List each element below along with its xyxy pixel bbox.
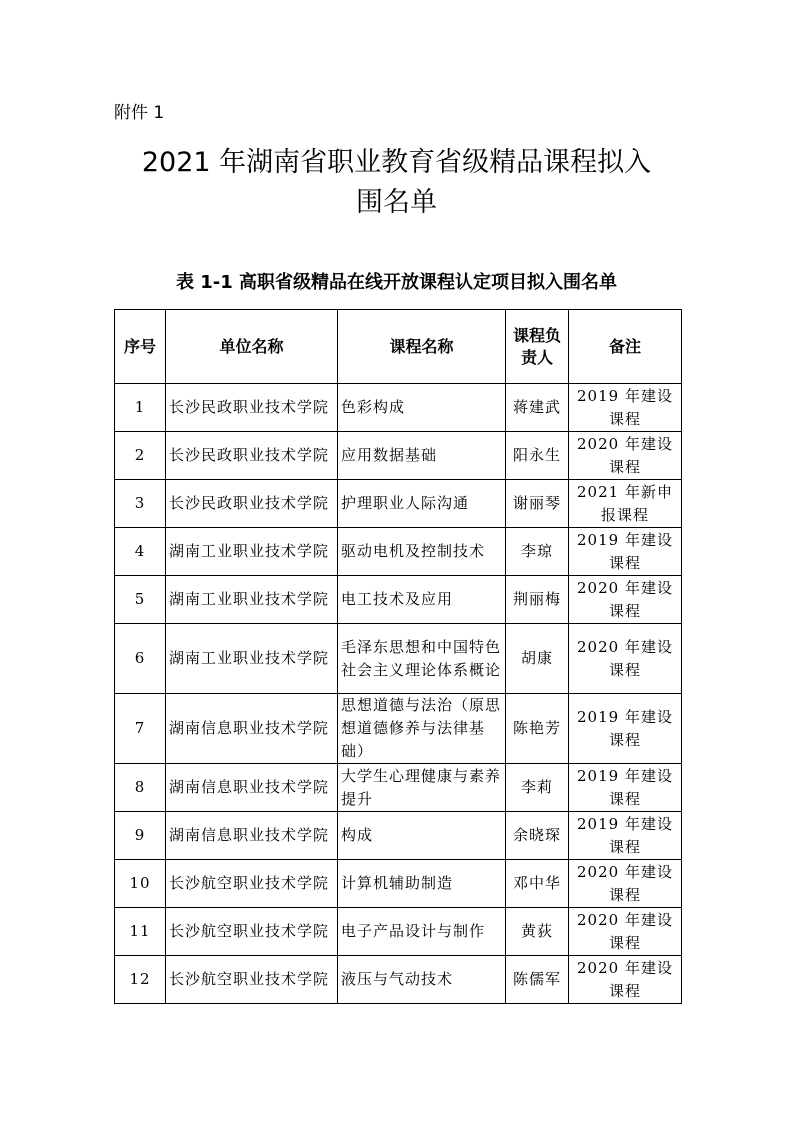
cell-course: 计算机辅助制造 — [338, 860, 506, 908]
cell-leader: 谢丽琴 — [506, 480, 569, 528]
cell-no: 9 — [115, 812, 166, 860]
table-row — [115, 908, 682, 956]
cell-note: 2019 年建设课程 — [569, 528, 682, 576]
cell-unit: 湖南工业职业技术学院 — [166, 576, 338, 624]
table-row — [115, 860, 682, 908]
table-row — [115, 432, 682, 480]
cell-no: 1 — [115, 384, 166, 432]
header-unit: 单位名称 — [166, 310, 338, 384]
table-caption: 表 1-1 高职省级精品在线开放课程认定项目拟入围名单 — [175, 272, 618, 293]
cell-note: 2020 年建设课程 — [569, 576, 682, 624]
cell-leader: 胡康 — [506, 624, 569, 694]
cell-no: 8 — [115, 764, 166, 812]
cell-no: 10 — [115, 860, 166, 908]
cell-leader: 荆丽梅 — [506, 576, 569, 624]
cell-note: 2020 年建设课程 — [569, 956, 682, 1004]
cell-note: 2019 年建设课程 — [569, 384, 682, 432]
table-row — [115, 576, 682, 624]
cell-leader: 李莉 — [506, 764, 569, 812]
document-title-line1: 2021 年湖南省职业教育省级精品课程拟入 — [141, 147, 652, 178]
cell-unit: 长沙航空职业技术学院 — [166, 956, 338, 1004]
cell-note: 2020 年建设课程 — [569, 860, 682, 908]
cell-no: 11 — [115, 908, 166, 956]
cell-note: 2020 年建设课程 — [569, 908, 682, 956]
cell-leader: 阳永生 — [506, 432, 569, 480]
cell-leader: 邓中华 — [506, 860, 569, 908]
header-leader: 课程负责人 — [506, 310, 569, 384]
cell-unit: 长沙民政职业技术学院 — [166, 432, 338, 480]
cell-course: 液压与气动技术 — [338, 956, 506, 1004]
header-note: 备注 — [569, 310, 682, 384]
cell-unit: 湖南信息职业技术学院 — [166, 812, 338, 860]
cell-unit: 长沙航空职业技术学院 — [166, 908, 338, 956]
table-row — [115, 694, 682, 764]
cell-leader: 蒋建武 — [506, 384, 569, 432]
course-table — [114, 309, 682, 1004]
cell-note: 2019 年建设课程 — [569, 694, 682, 764]
cell-unit: 湖南信息职业技术学院 — [166, 694, 338, 764]
table-row — [115, 956, 682, 1004]
cell-no: 2 — [115, 432, 166, 480]
cell-course: 构成 — [338, 812, 506, 860]
cell-course: 电子产品设计与制作 — [338, 908, 506, 956]
cell-course: 电工技术及应用 — [338, 576, 506, 624]
cell-course: 应用数据基础 — [338, 432, 506, 480]
attachment-label: 附件 1 — [114, 103, 165, 123]
cell-course: 驱动电机及控制技术 — [338, 528, 506, 576]
cell-leader: 余晓琛 — [506, 812, 569, 860]
cell-no: 3 — [115, 480, 166, 528]
table-row — [115, 764, 682, 812]
cell-unit: 长沙民政职业技术学院 — [166, 480, 338, 528]
cell-course: 护理职业人际沟通 — [338, 480, 506, 528]
cell-leader: 陈儒军 — [506, 956, 569, 1004]
cell-course: 毛泽东思想和中国特色社会主义理论体系概论 — [338, 624, 506, 694]
cell-unit: 长沙民政职业技术学院 — [166, 384, 338, 432]
table-row — [115, 384, 682, 432]
header-course: 课程名称 — [338, 310, 506, 384]
cell-leader: 陈艳芳 — [506, 694, 569, 764]
header-no: 序号 — [115, 310, 166, 384]
cell-note: 2019 年建设课程 — [569, 812, 682, 860]
table-row — [115, 624, 682, 694]
cell-course: 色彩构成 — [338, 384, 506, 432]
cell-course: 思想道德与法治（原思想道德修养与法律基础） — [338, 694, 506, 764]
cell-note: 2020 年建设课程 — [569, 432, 682, 480]
cell-unit: 湖南信息职业技术学院 — [166, 764, 338, 812]
cell-note: 2021 年新申报课程 — [569, 480, 682, 528]
cell-note: 2020 年建设课程 — [569, 624, 682, 694]
document-title-line2: 围名单 — [356, 187, 437, 218]
table-header-row — [115, 310, 682, 384]
cell-no: 12 — [115, 956, 166, 1004]
cell-note: 2019 年建设课程 — [569, 764, 682, 812]
cell-unit: 湖南工业职业技术学院 — [166, 624, 338, 694]
cell-unit: 长沙航空职业技术学院 — [166, 860, 338, 908]
cell-unit: 湖南工业职业技术学院 — [166, 528, 338, 576]
cell-no: 5 — [115, 576, 166, 624]
table-row — [115, 528, 682, 576]
cell-no: 7 — [115, 694, 166, 764]
cell-no: 4 — [115, 528, 166, 576]
cell-leader: 李琼 — [506, 528, 569, 576]
table-row — [115, 812, 682, 860]
cell-leader: 黄荻 — [506, 908, 569, 956]
cell-course: 大学生心理健康与素养提升 — [338, 764, 506, 812]
cell-no: 6 — [115, 624, 166, 694]
table-row — [115, 480, 682, 528]
